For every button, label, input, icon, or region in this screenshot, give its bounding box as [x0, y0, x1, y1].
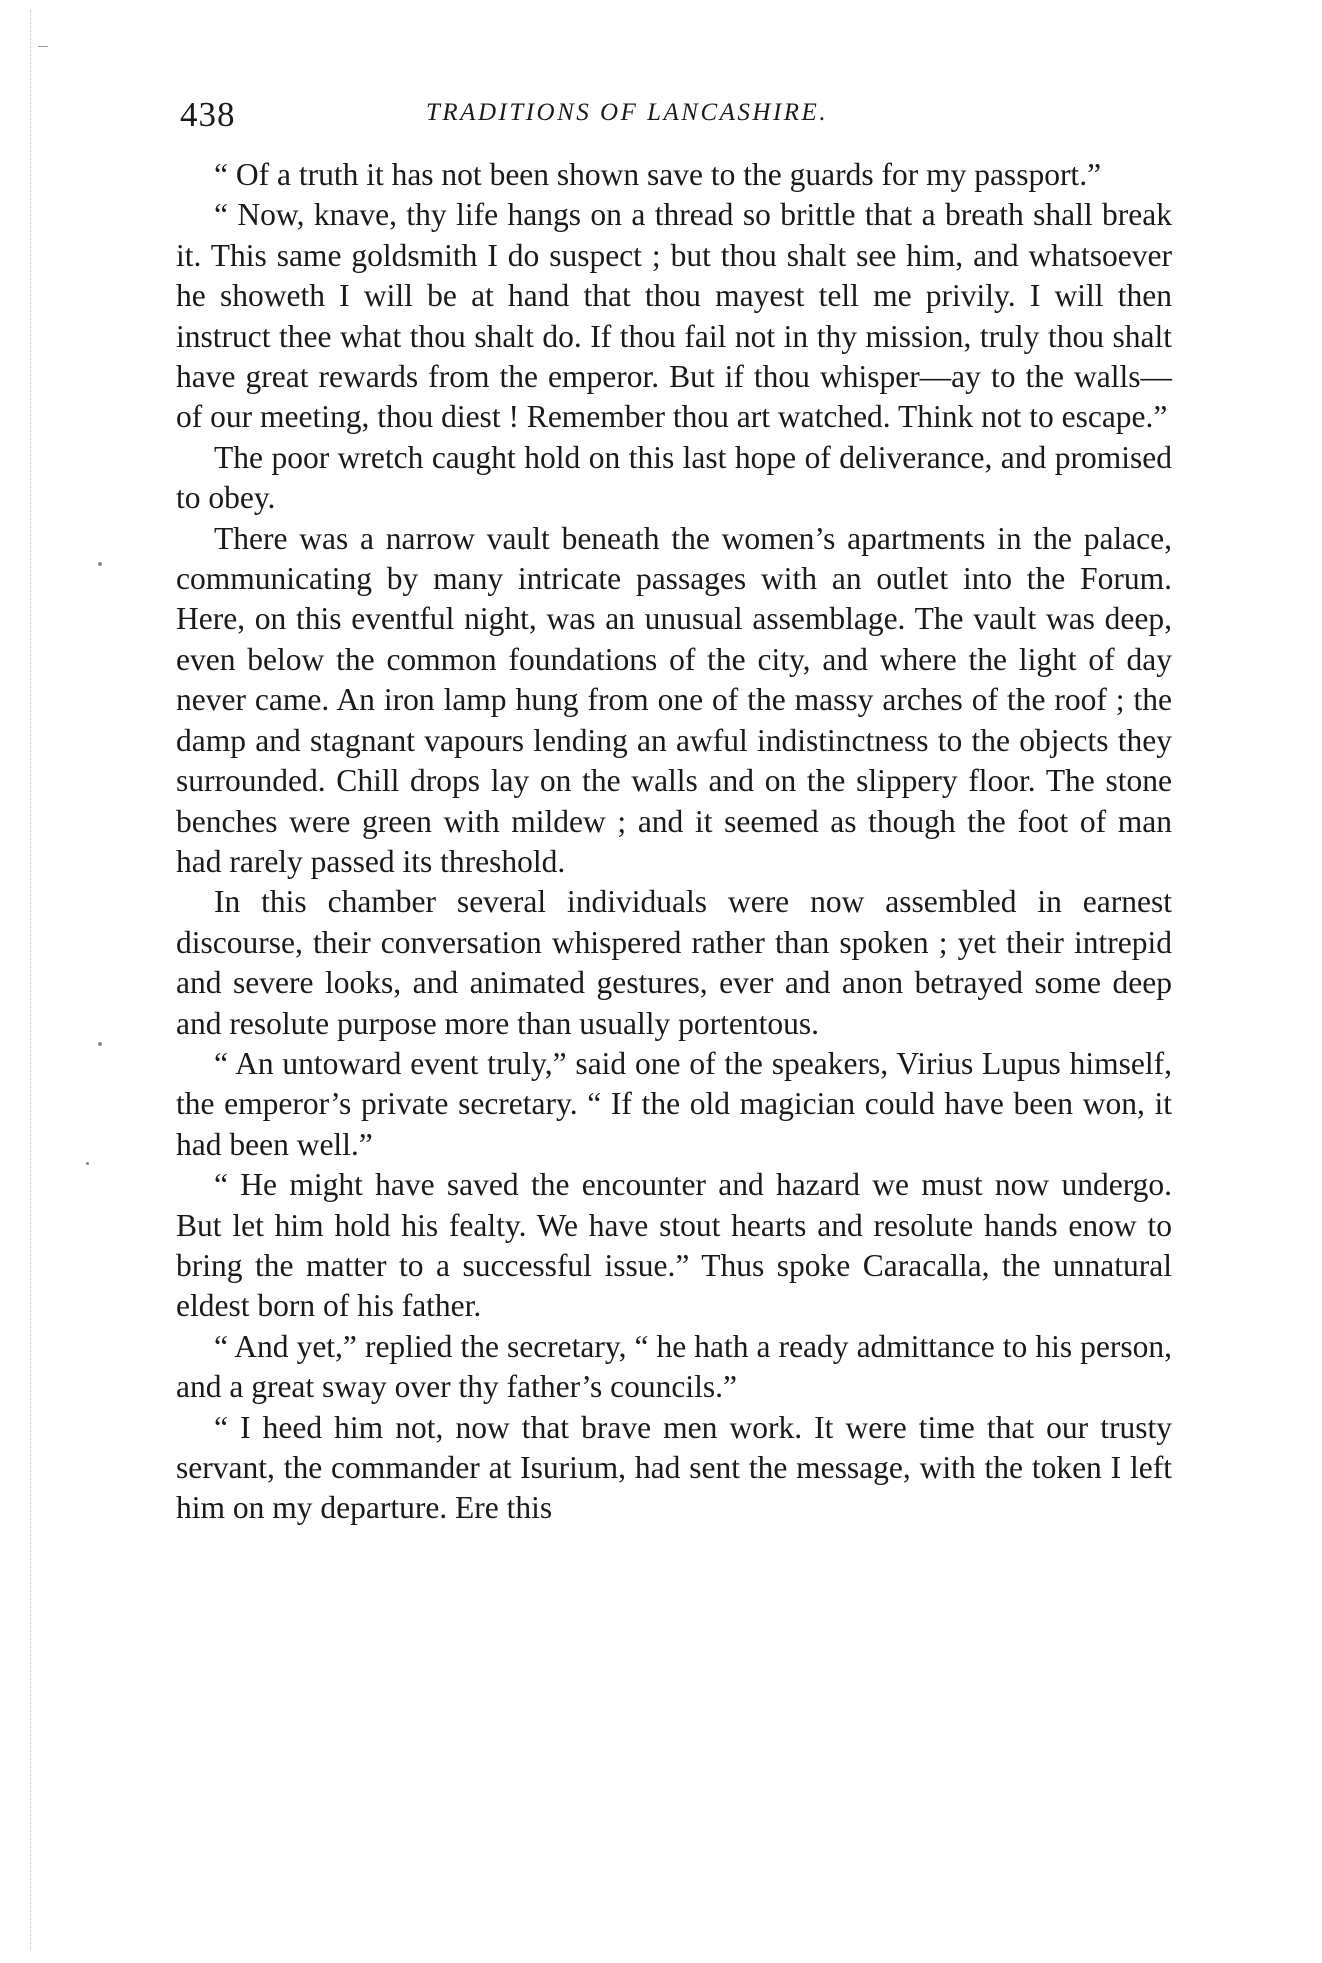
paragraph: “ And yet,” replied the secretary, “ he hath a ready admittance to his person, and a great sway over thy father’s councils.” — [176, 1328, 1172, 1405]
paragraph: “ Now, knave, thy life hangs on a thread so brittle that a breath shall break it. This same goldsmith I do suspect ; but thou shalt see him, and whatsoever he showeth I will be at hand that thou mayest tell me privily. I will then instruct thee what thou shalt do. If thou fail not in thy mission, truly thou shalt have great rewards from the emperor. But if thou whisper—ay to the walls—of our meeting, thou diest ! Remember thou art watched. Think not to escape.” — [176, 197, 1172, 435]
body-text — [176, 155, 1172, 1529]
paragraph: “ He might have saved the encounter and hazard we must now undergo. But let him hold his fealty. We have stout hearts and resolute hands enow to bring the matter to a successful issue.” Thus spoke Caracalla, the unnatural eldest born of his father. — [176, 1167, 1172, 1324]
page-header — [176, 95, 1172, 155]
speck — [98, 562, 102, 566]
page-number: 438 — [180, 95, 236, 134]
page-gutter-edge — [30, 10, 34, 1950]
paragraph: There was a narrow vault beneath the women’s apartments in the palace, communicating by many intricate passages with an outlet into the Forum. Here, on this eventful night, was an unusual assemblage. The vault was deep, even below the common foundations of the city, and where the light of day never came. An iron lamp hung from one of the massy arches of the roof ; the damp and stagnant vapours lending an awful indistinctness to the objects they surrounded. Chill drops lay on the walls and on the slippery floor. The stone benches were green with mildew ; and it seemed as though the foot of man had rarely passed its threshold. — [176, 520, 1172, 879]
paragraph: “ I heed him not, now that brave men work. It were time that our trusty servant, the commander at Isurium, had sent the message, with the token I left him on my departure. Ere this — [176, 1409, 1172, 1526]
book-page — [176, 95, 1172, 1529]
speck — [86, 1162, 89, 1165]
paragraph: The poor wretch caught hold on this last hope of deliverance, and promised to obey. — [176, 439, 1172, 516]
gutter-mark — [38, 46, 48, 47]
paragraph: “ An untoward event truly,” said one of the speakers, Virius Lupus himself, the emperor’s private secretary. “ If the old magician could have been won, it had been well.” — [176, 1045, 1172, 1162]
paragraph: “ Of a truth it has not been shown save to the guards for my passport.” — [214, 157, 1102, 192]
speck — [98, 1042, 102, 1046]
paragraph: In this chamber several individuals were now assembled in earnest discourse, their conversation whispered rather than spoken ; yet their intrepid and severe looks, and animated gestures, ever and anon betrayed some deep and resolute purpose more than usually portentous. — [176, 884, 1172, 1041]
running-title: TRADITIONS OF LANCASHIRE. — [426, 99, 829, 126]
